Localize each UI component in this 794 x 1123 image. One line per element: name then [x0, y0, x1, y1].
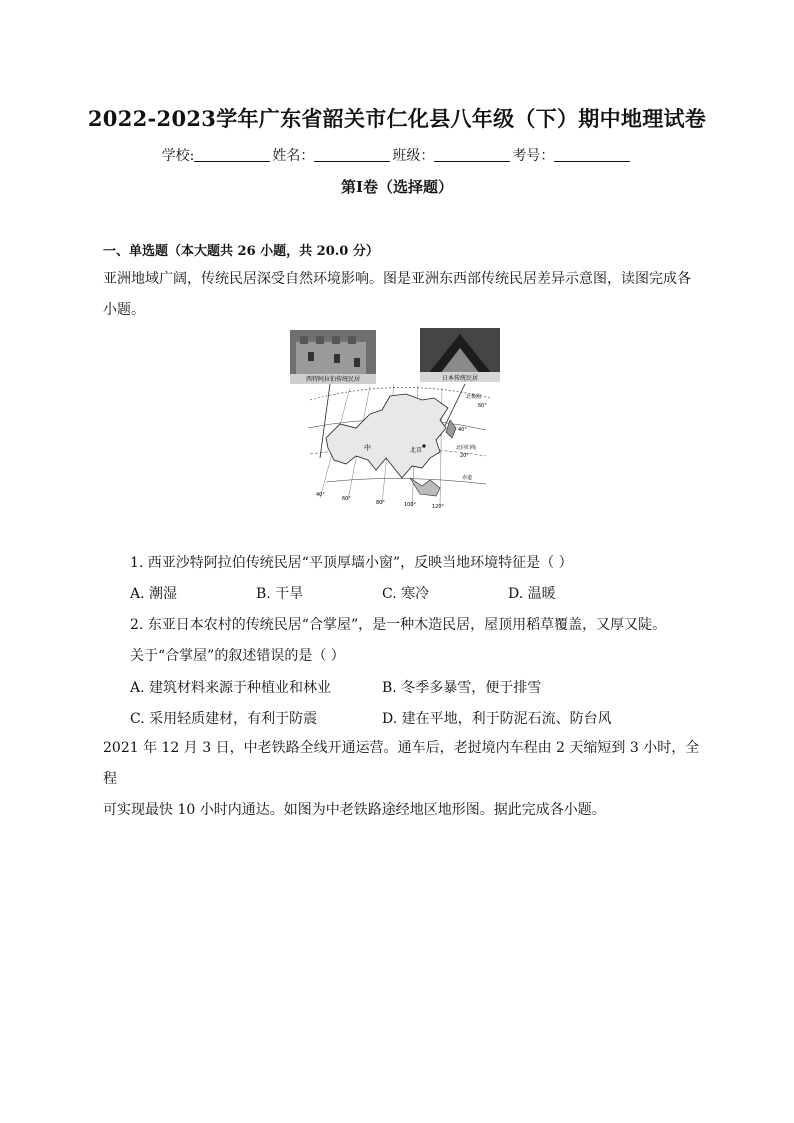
label-lon-40: 40°	[316, 492, 325, 498]
exam-number-blank	[554, 147, 630, 162]
beijing-marker	[422, 444, 425, 447]
intro-line-1: 亚洲地域广阔，传统民居深受自然环境影响。图是亚洲东西部传统民居差异示意图，读图完成各	[103, 271, 691, 287]
label-lat-40: 40°	[458, 427, 467, 433]
name-blank	[314, 147, 390, 162]
label-beijing: 北京	[410, 447, 423, 454]
section-heading: 一、单选题（本大题共 26 小题，共 20.0 分）	[103, 244, 379, 259]
exam-title: 2022-2023学年广东省韶关市仁化县八年级（下）期中地理试卷	[87, 106, 707, 131]
q1-option-d: D. 温暖	[508, 586, 556, 602]
left-photo-caption: 西特阿拉伯传统民居	[305, 376, 361, 383]
label-lon-60: 60°	[342, 496, 351, 502]
southeast-islands	[410, 478, 440, 496]
passage-2	[103, 733, 703, 826]
label-lat-60: 60°	[478, 403, 487, 409]
passage-2-line-2: 可实现最快 10 小时内通达。如图为中老铁路途经地区地形图。据此完成各小题。	[103, 802, 606, 818]
label-lat-20: 20°	[460, 453, 469, 459]
q1-option-c: C. 寒冷	[382, 586, 430, 602]
school-blank	[194, 147, 270, 162]
label-china: 中	[364, 444, 371, 452]
q2-option-c: C. 采用轻质建材，有利于防震	[130, 711, 318, 727]
japan-gassho-house-photo	[420, 328, 500, 382]
asia-housing-map-figure	[290, 328, 504, 512]
passage-2-line-1: 2021 年 12 月 3 日，中老铁路全线开通运营。通车后，老挝境内车程由 2 天缩短到 3 小时，全程	[103, 740, 700, 787]
name-label: 姓名：	[272, 148, 315, 164]
label-lon-120: 120°	[432, 504, 445, 510]
intro-paragraph	[103, 264, 703, 326]
asia-outline	[326, 394, 448, 478]
label-equator: 赤道	[462, 475, 473, 481]
school-label: 学校:	[161, 148, 195, 164]
question-2-stem: 2. 东亚日本农村的传统民居“合掌屋”，是一种木造民居，屋顶用稻草覆盖，又厚又陡。	[130, 617, 667, 633]
class-blank	[434, 147, 510, 162]
label-lon-100: 100°	[404, 502, 417, 508]
label-tropic: 北回归线	[456, 445, 477, 451]
question-2-stem-line2: 关于“合掌屋”的叙述错误的是（ ）	[130, 648, 345, 664]
label-lon-80: 80°	[376, 500, 385, 506]
q2-option-b: B. 冬季多暴雪，便于排雪	[382, 680, 542, 696]
right-photo-caption: 日本传统民居	[441, 375, 479, 382]
q1-option-b: B. 干旱	[256, 586, 304, 602]
japan-islands	[446, 420, 456, 438]
label-arctic-circle: 北极圈	[466, 394, 482, 400]
question-1-stem: 1. 西亚沙特阿拉伯传统民居“平顶厚墙小窗”，反映当地环境特征是（ ）	[130, 555, 573, 571]
q2-option-d: D. 建在平地，利于防泥石流、防台风	[382, 711, 612, 727]
class-label: 班级：	[392, 148, 435, 164]
q2-option-a: A. 建筑材料来源于种植业和林业	[130, 680, 332, 696]
part-title: 第I卷（选择题）	[340, 178, 454, 196]
exam-number-label: 考号：	[512, 148, 555, 164]
q1-option-a: A. 潮湿	[130, 586, 178, 602]
intro-line-2: 小题。	[103, 302, 145, 318]
student-info-line	[0, 145, 794, 165]
